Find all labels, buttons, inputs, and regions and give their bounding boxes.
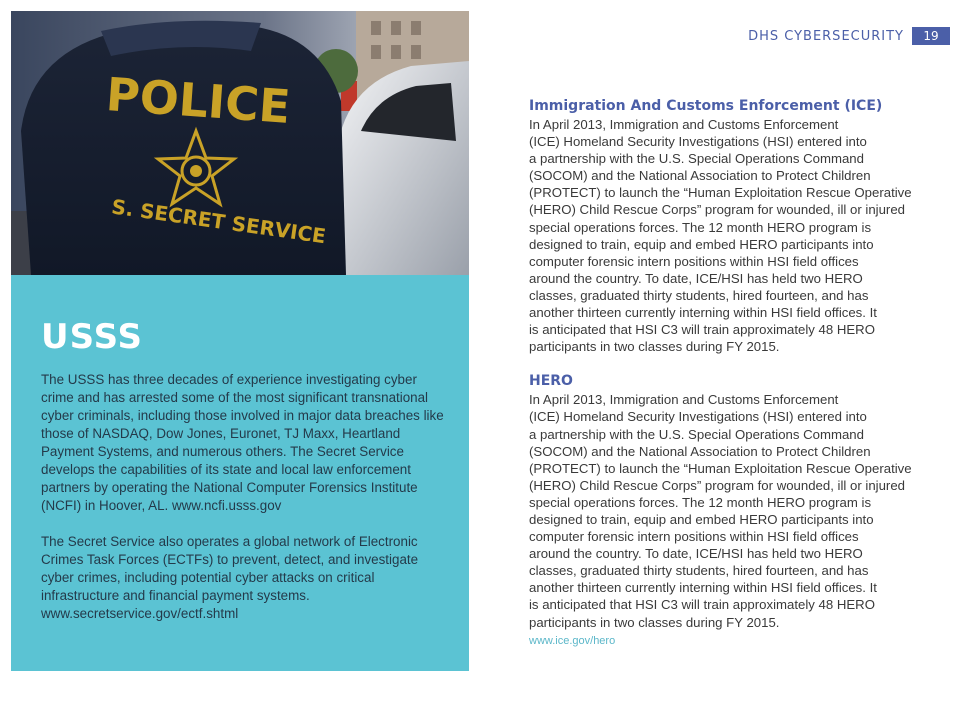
usss-body bbox=[41, 371, 451, 641]
page-number: 19 bbox=[912, 27, 950, 45]
hero-link[interactable]: www.ice.gov/hero bbox=[529, 634, 616, 647]
usss-paragraph-1: The USSS has three decades of experience investigating cyber crime and has arrested some of the most significant transnational cyber criminals, including those involved in major data breaches like those of NASDAQ, Dow Jones, Euronet, TJ Maxx, Heartland Payment Systems, and numerous others. The Secret Service develops the capabilities of its state and local law enforcement partners by operating the National Computer Forensics Institute (NCFI) in Hoover, AL. www.ncfi.usss.gov bbox=[41, 372, 444, 513]
usss-paragraph-2: The Secret Service also operates a global network of Electronic Crimes Task Forces (ECTFs) to prevent, detect, and investigate cyber crimes, including potential cyber attacks on critical infrastructure and financial payment systems. www.secretservice.gov/ectf.shtml bbox=[41, 534, 419, 621]
hero-body: In April 2013, Immigration and Customs Enforcement (ICE) Homeland Security Investigations (HSI) entered into a partnership with the U.S. Special Operations Command (SOCOM) and the National Association to Protect Children (PROTECT) to launch the “Human Exploitation Rescue Operative (HERO) Child Rescue Corps” program for wounded, ill or injured special operations forces. The 12 month HERO program is designed to train, equip and embed HERO participants into computer forensic intern positions within HSI field offices around the country. To date, ICE/HSI has held two HERO classes, graduated thirty students, hired fourteen, and has another thirteen currently interning within HSI field offices. It is anticipated that HSI C3 will train approximately 48 HERO participants in two classes during FY 2015. bbox=[529, 392, 912, 630]
usss-panel bbox=[11, 275, 469, 671]
section-label: DHS CYBERSECURITY bbox=[748, 28, 904, 44]
usss-title: USSS bbox=[41, 317, 144, 357]
police-jacket-photo bbox=[11, 11, 469, 275]
ice-heading: Immigration And Customs Enforcement (ICE) bbox=[529, 98, 883, 114]
usss-column bbox=[11, 11, 469, 671]
ice-column bbox=[529, 98, 919, 647]
police-text: POLICE bbox=[104, 67, 293, 134]
hero-heading: HERO bbox=[529, 373, 573, 390]
page-header bbox=[748, 27, 950, 45]
secret-service-text: S. SECRET SERVICE bbox=[110, 194, 328, 249]
ice-body: In April 2013, Immigration and Customs Enforcement (ICE) Homeland Security Investigations (HSI) entered into a partnership with the U.S. Special Operations Command (SOCOM) and the National Association to Protect Children (PROTECT) to launch the “Human Exploitation Rescue Operative (HERO) Child Rescue Corps” program for wounded, ill or injured special operations forces. The 12 month HERO program is designed to train, equip and embed HERO participants into computer forensic intern positions within HSI field offices around the country. To date, ICE/HSI has held two HERO classes, graduated thirty students, hired fourteen, and has another thirteen currently interning within HSI field offices. It is anticipated that HSI C3 will train approximately 48 HERO participants in two classes during FY 2015. bbox=[529, 117, 912, 355]
